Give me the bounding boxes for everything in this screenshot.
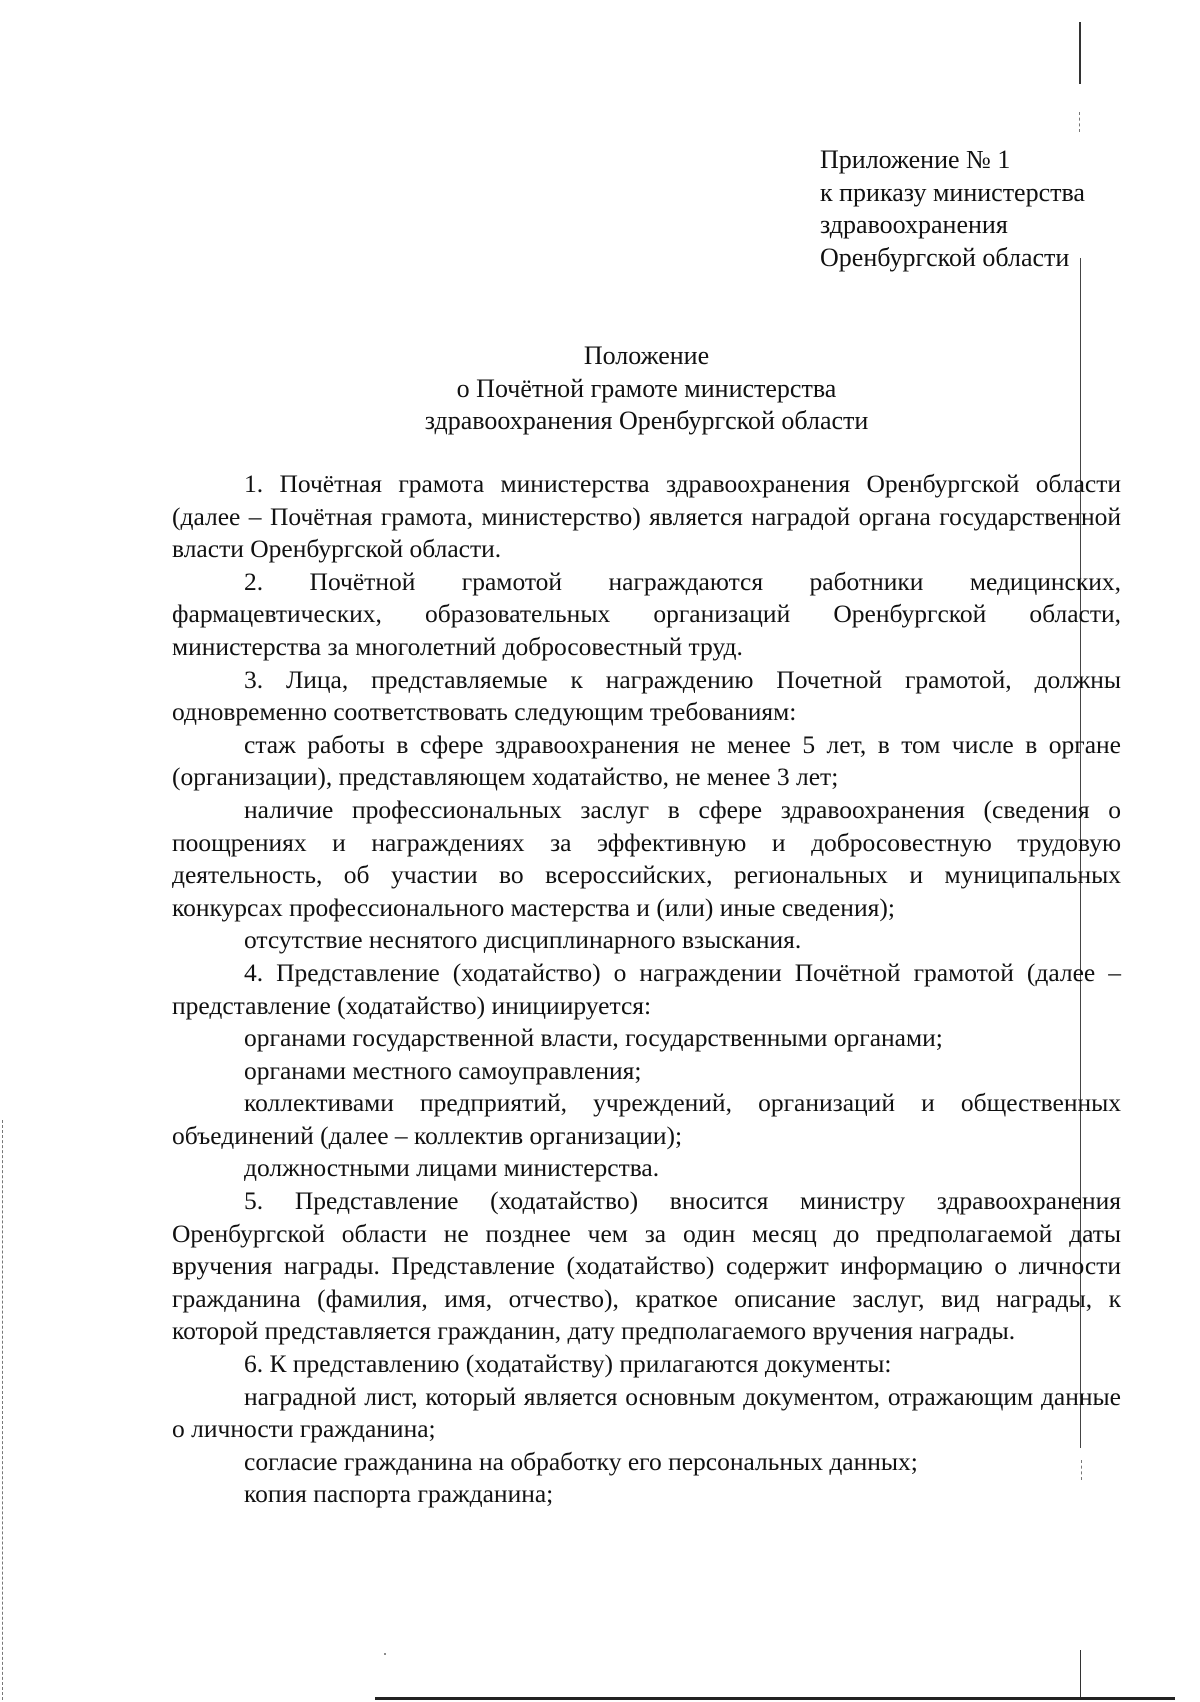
paragraph: копия паспорта гражданина; xyxy=(244,1479,554,1509)
scan-speck xyxy=(384,1653,386,1655)
appendix-line: Приложение № 1 xyxy=(820,145,1011,174)
paragraph: коллективами предприятий, учреждений, организаций и общественных объединений (далее – коллектив организации); xyxy=(172,1088,1121,1150)
title-line: здравоохранения Оренбургской области xyxy=(424,406,869,435)
appendix-line: здравоохранения xyxy=(820,210,1008,239)
paragraph: органами государственной власти, государственными органами; xyxy=(244,1023,943,1053)
paragraph: наличие профессиональных заслуг в сфере здравоохранения (сведения о поощрениях и награждениях за эффективную и добросовестную трудовую деятельность, об участии во всероссийских, региональных и муниципальных конкурсах профессионального мастерства и (или) иные сведения); xyxy=(172,794,1121,922)
paragraph: стаж работы в сфере здравоохранения не менее 5 лет, в том числе в органе (организации), представляющем ходатайство, не менее 3 лет; xyxy=(172,729,1121,792)
paragraph: отсутствие неснятого дисциплинарного взыскания. xyxy=(244,925,802,955)
page-bottom-edge xyxy=(375,1697,1175,1700)
paragraph: 2. Почётной грамотой награждаются работники медицинских, фармацевтических, образовательных организаций Оренбургской области, министерства за многолетний добросовестный труд. xyxy=(172,566,1121,661)
paragraph: согласие гражданина на обработку его персональных данных; xyxy=(244,1446,918,1476)
title-line: Положение xyxy=(583,341,710,370)
paragraph: 5. Представление (ходатайство) вносится министру здравоохранения Оренбургской области не позднее чем за один месяц до предполагаемой даты вручения награды. Представление (ходатайство) содержит информацию о личности гражданина (фамилия, имя, отчество), краткое описание заслуг, вид награды, к которой представляется гражданин, дату предполагаемого вручения награды. xyxy=(172,1186,1121,1346)
scan-artifact-line xyxy=(1079,112,1080,132)
appendix-reference xyxy=(820,144,1085,274)
scan-artifact-line xyxy=(1079,22,1081,84)
appendix-line: Оренбургской области xyxy=(820,242,1070,272)
paragraph: органами местного самоуправления; xyxy=(244,1055,642,1085)
paragraph: 3. Лица, представляемые к награждению Почетной грамотой, должны одновременно соответствовать следующим требованиям: xyxy=(172,664,1121,727)
paragraph: должностными лицами министерства. xyxy=(244,1153,660,1183)
scan-artifact-line xyxy=(2,1120,3,1700)
title-line: о Почётной грамоте министерства xyxy=(456,373,837,403)
paragraph: 6. К представлению (ходатайству) прилагаются документы: xyxy=(244,1349,892,1379)
paragraph: 1. Почётная грамота министерства здравоохранения Оренбургской области (далее – Почётная грамота, министерство) является наградой органа государственной власти Оренбургской области. xyxy=(172,469,1121,564)
paragraph: наградной лист, который является основным документом, отражающим данные о личности гражданина; xyxy=(172,1381,1121,1444)
scan-artifact-line xyxy=(1080,1650,1081,1698)
paragraph: 4. Представление (ходатайство) о награждении Почётной грамотой (далее – представление (ходатайство) инициируется: xyxy=(172,957,1121,1020)
appendix-line: к приказу министерства xyxy=(820,177,1085,207)
document-body xyxy=(172,468,1121,1511)
document-title xyxy=(172,340,1121,438)
